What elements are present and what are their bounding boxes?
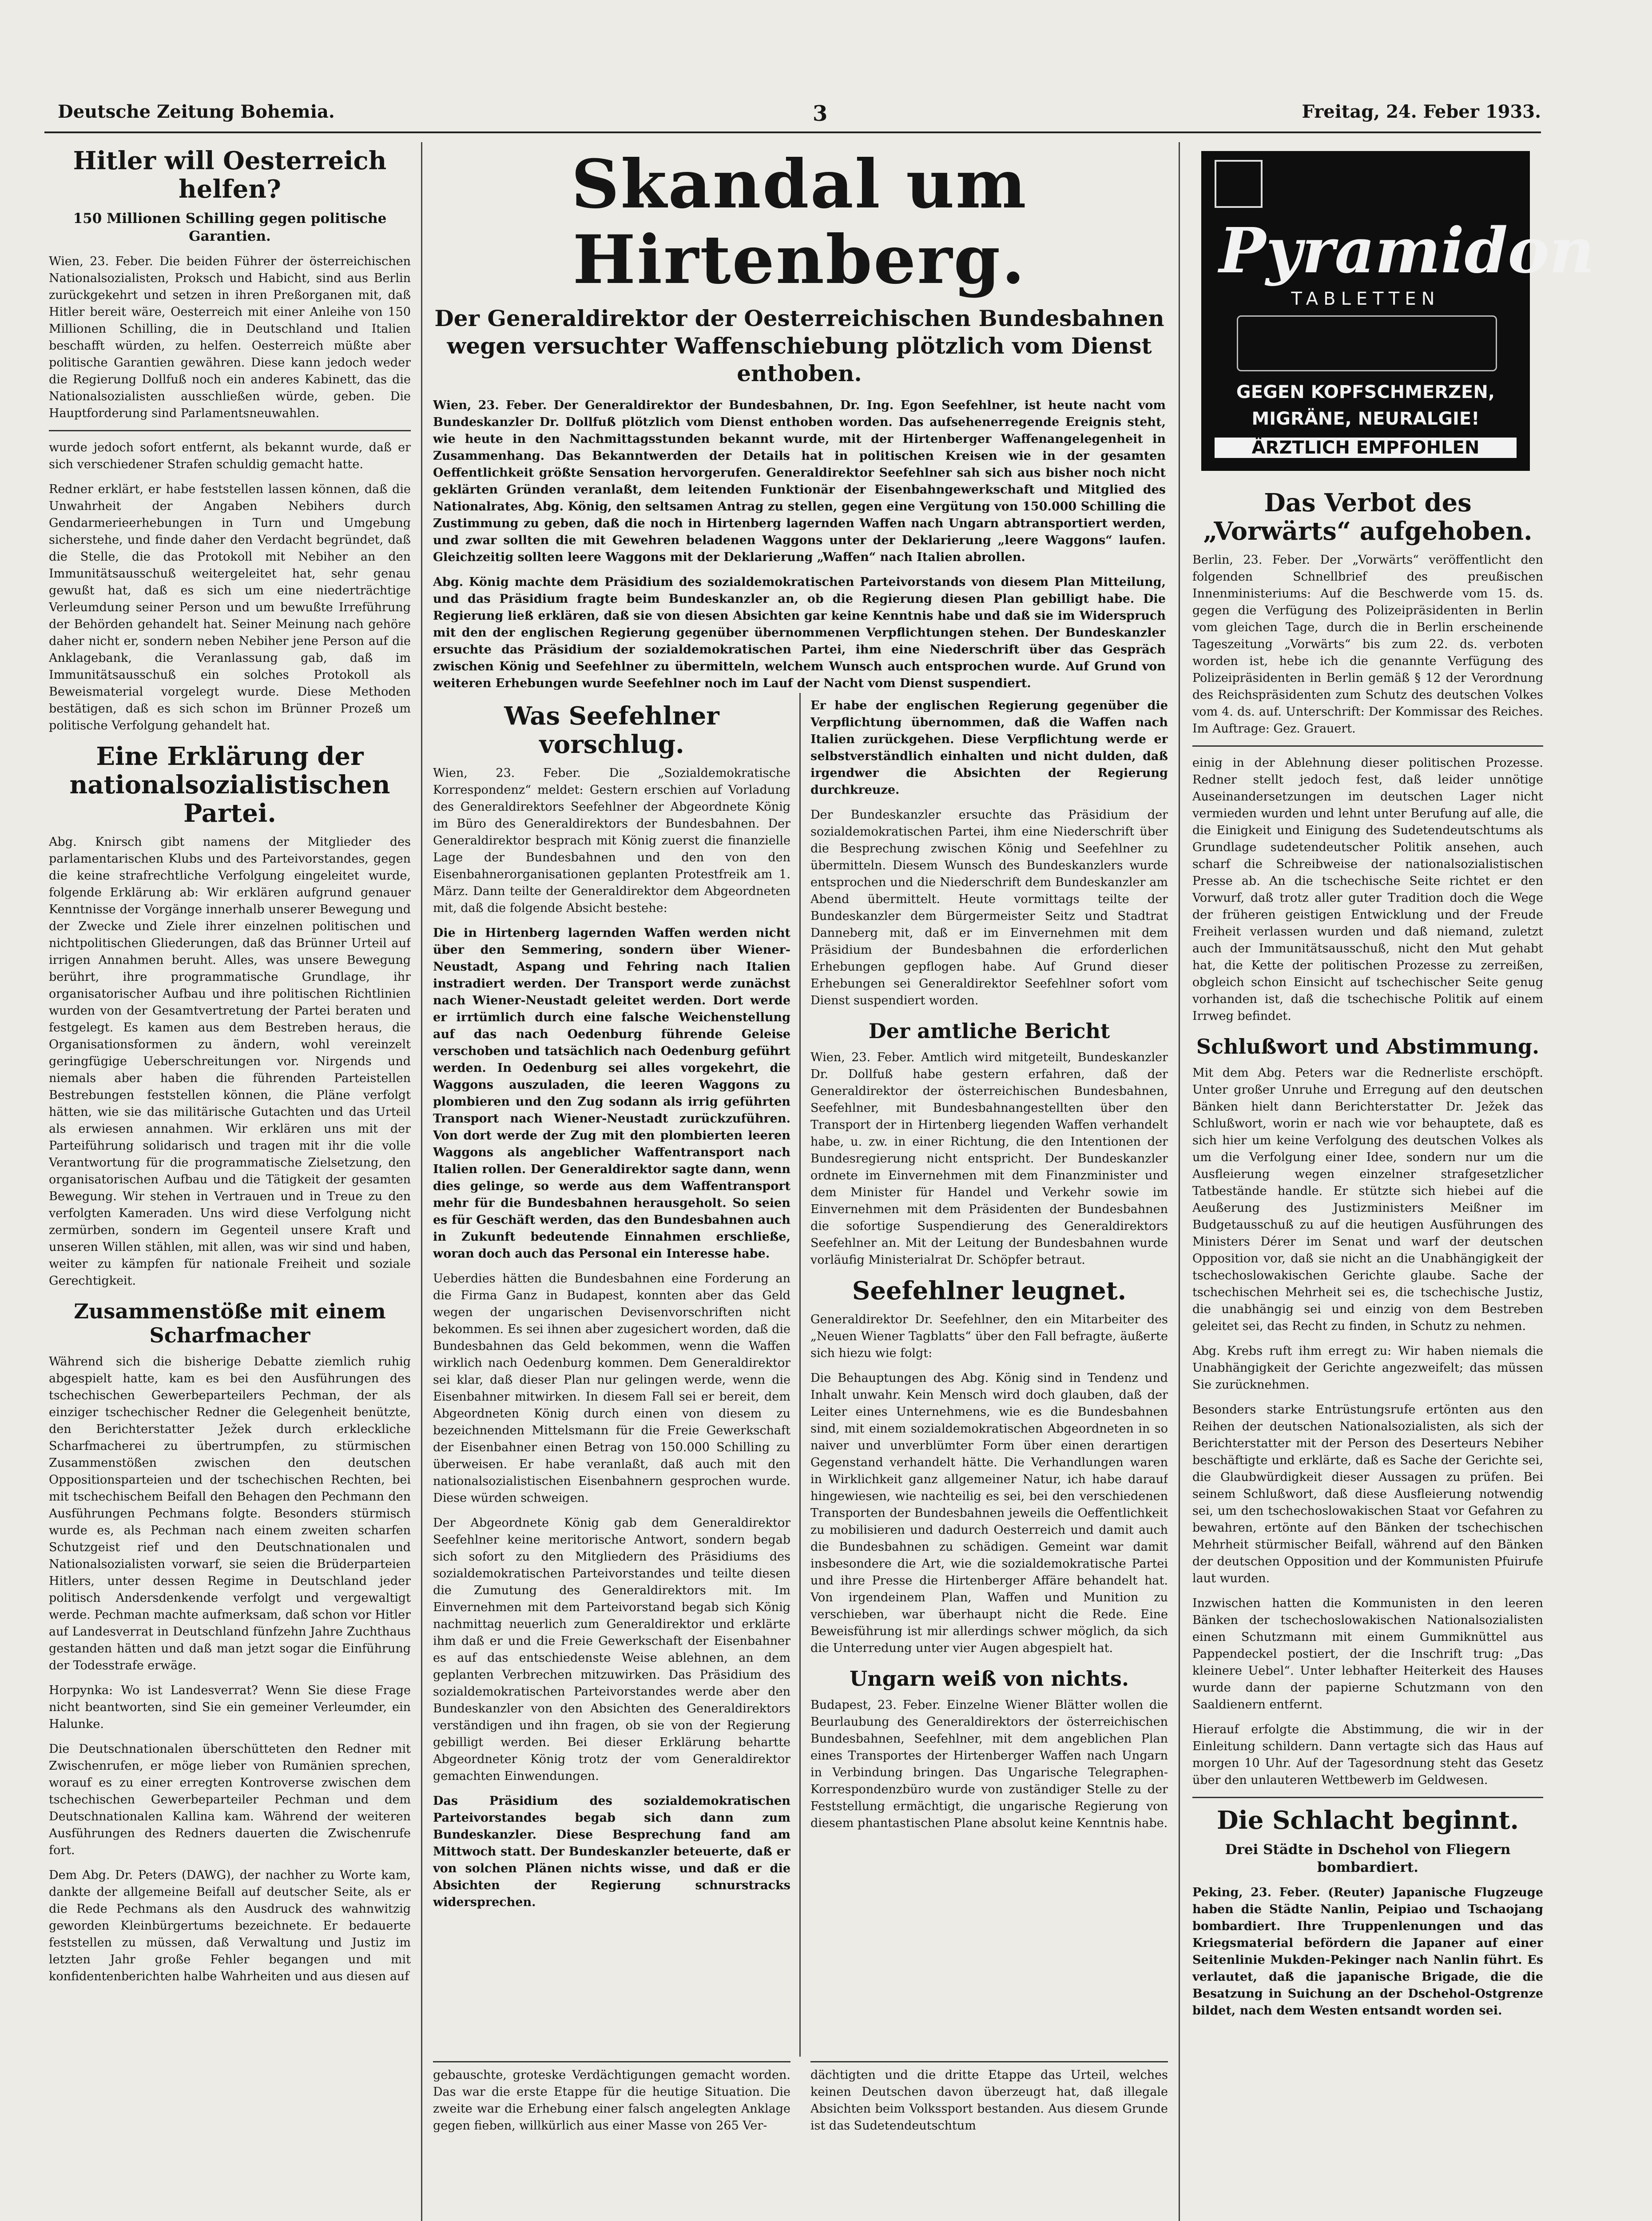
paragraph: Ueberdies hätten die Bundesbahnen eine Forderung an die Firma Ganz in Budapest, konnten aber das Geld wegen der ungarischen Devisenvorschriften nicht bekommen. Es sei ihnen aber zugesichert worden, daß die Bundesbahnen das Geld bekommen, wenn die Waffen wirklich nach Oedenburg kommen. Dem Generaldirektor sei klar, daß dieser Plan nur gelingen werde, wenn die Eisenbahner mitwirken. In diesem Fall sei er bereit, dem Abgeordneten König durch einen von diesem zu bezeichnenden Mittelsmann für die Freie Gewerkschaft der Eisenbahner einen Betrag von 150.000 Schilling zu überweisen. Er habe veranlaßt, daß auch mit den nationalsozialistischen Eisenbahnern gesprochen wurde. Diese würden schweigen.: [433, 1272, 790, 1505]
article-title-amtlich: Der amtliche Bericht: [868, 1019, 1110, 1043]
column-1: [49, 142, 411, 2221]
paragraph: Wien, 23. Feber. Amtlich wird mitgeteilt, Bundeskanzler Dr. Dollfuß habe gestern erfahren, daß der Generaldirektor der österreichischen Bundesbahnen, Seefehlner, mit Bundesbahnangestellten über den Transport der in Hirtenberg liegenden Waffen verhandelt habe, u. zw. in einer Richtung, die den Intentionen der Bundesregierung nicht entspricht. Der Bundeskanzler ordnete im Einvernehmen mit dem Finanzminister und dem Minister für Handel und Verkehr sowie im Einvernehmen mit dem Präsidenten der Bundesbahnen die sofortige Suspendierung des Generaldirektors Seefehlner an. Mit der Leitung der Bundesbahnen wurde vorläufig Ministerialrat Dr. Schöpfer betraut.: [810, 1051, 1168, 1267]
article-title-ungarn: Ungarn weiß von nichts.: [850, 1667, 1129, 1691]
paragraph: Die in Hirtenberg lagernden Waffen werden nicht über den Semmering, sondern über Wiener-Neustadt, Aspang und Fehring nach Italien instradiert werden. Der Transport werde zunächst nach Wiener-Neustadt geleitet werden. Dort werde er irrtümlich durch eine falsche Weichenstellung auf das nach Oedenburg führende Geleise verschoben und tatsächlich nach Oedenburg geführt werden. In Oedenburg sei alles vorgekehrt, die Waggons auszuladen, die leeren Waggons zu plombieren und den Zug sodann als irrig geführten Transport nach Wiener-Neustadt zurückzuführen. Von dort werde der Zug mit den plombierten leeren Waggons als angeblicher Waffentransport nach Italien rollen. Der Generaldirektor sagte dann, wenn dies gelinge, so werde aus dem Waffentransport mehr für die Bundesbahnen herausgeholt. So seien es für Geschäft werden, das den Bundesbahnen auch in Zukunft bedeutende Einnahmen erschließe, woran doch auch das Personal ein Interesse habe.: [433, 926, 790, 1261]
column-2: [433, 697, 790, 2052]
paragraph: Redner erklärt, er habe feststellen lassen können, daß die Unwahrheit der Angaben Nebihers durch Gendarmerieerhebungen in Turn und Umgebung sicherstehe, und finde daher den Verdacht begründet, daß die Stelle, die das Protokoll mit Nebiher an den Immunitätsausschuß weitergeleitet hat, sehr genau gewußt hat, daß es sich um eine niederträchtige Verleumdung seiner Person und um bewußte Irreführung der Behörden gehandelt hat. Seiner Meinung nach gehöre daher nicht er, sondern neben Nebiher jene Person auf die Anklagebank, die Veranlassung gab, daß im Immunitätsausschuß ein solches Protokoll als Beweismaterial vorgelegt wurde. Diese Methoden bestätigen, daß es sich schon im Brünner Prozeß um politische Verfolgung gehandelt hat.: [49, 482, 411, 732]
pyramidon-advertisement: [1201, 151, 1595, 471]
paragraph: Hierauf erfolgte die Abstimmung, die wir in der Einleitung schildern. Dann vertagte sich das Haus auf morgen 10 Uhr. Auf der Tagesordnung steht das Gesetz über den unlauteren Wettbewerb im Geldwesen.: [1192, 1723, 1543, 1787]
divider: [49, 430, 411, 431]
article-title-schlacht: Die Schlacht beginnt.: [1217, 1806, 1519, 1835]
newspaper-name: Deutsche Zeitung Bohemia.: [58, 101, 335, 122]
paragraph: Die Deutschnationalen überschütteten den Redner mit Zwischenrufen, er möge lieber von Rumänien sprechen, worauf es zu einer erregten Kontroverse zwischen dem tschechischen Gewerbeparteiler Pechman und dem Deutschnationalen Kallina kam. Während der weiteren Ausführungen des Redners dauerten die Zwischenrufe fort.: [49, 1742, 411, 1857]
headline-deck: Der Generaldirektor der Oesterreichischen Bundesbahnen wegen versuchter Waffenschiebung plötzlich vom Dienst enthoben.: [434, 305, 1164, 386]
paragraph: Budapest, 23. Feber. Einzelne Wiener Blätter wollen die Beurlaubung des Generaldirektors der österreichischen Bundesbahnen, Seefehlner, mit dem angeblichen Plan eines Transportes der Hirtenberger Waffen nach Ungarn in Verbindung bringen. Das Ungarische Telegraphen-Korrespondenzbüro wurde von zuständiger Stelle zu der Feststellung ermächtigt, die ungarische Regierung von diesem phantastischen Plane absolut keine Kenntnis habe.: [810, 1698, 1168, 1830]
paragraph: Wien, 23. Feber. Der Generaldirektor der Bundesbahnen, Dr. Ing. Egon Seefehlner, ist heute nacht vom Bundeskanzler Dr. Dollfuß plötzlich vom Dienst enthoben worden. Das aufsehenerregende Ereignis steht, wie heute in den Nachmittagsstunden bekannt wurde, mit der Hirtenberger Waffenangelegenheit in Zusammenhang. Das Bekanntwerden der Details hat in politischen Kreisen wie in der gesamten Oeffentlichkeit größte Sensation hervorgerufen. Generaldirektor Seefehlner sah sich aus bisher noch nicht geklärten Gründen veranlaßt, dem leitenden Funktionär der Eisenbahngewerkschaft und Mitglied des Nationalrates, Abg. König, den seltsamen Antrag zu stellen, gegen eine Vergütung von 150.000 Schilling die Zustimmung zu geben, daß die noch in Hirtenberg lagernden Waffen nach Ungarn abtransportiert werden, und zwar sollten die mit Gewehren beladenen Waggons unter der Deklarierung „leere Waggons“ laufen. Gleichzeitig sollten leere Waggons mit der Deklarierung „Waffen“ nach Italien abrollen.: [433, 398, 1166, 564]
paragraph: Inzwischen hatten die Kommunisten in den leeren Bänken der tschechoslowakischen Nationalsozialisten einen Schutzmann mit einem Gummiknüttel aus Pappendeckel postiert, der die Inschrift trug: „Das kleinere Uebel“. Unter lebhafter Heiterkeit des Hauses wurde dann der papierne Schutzmann von den Saaldienern entfernt.: [1192, 1596, 1543, 1712]
article-title-schlusswort: Schlußwort und Abstimmung.: [1196, 1035, 1540, 1059]
paragraph: Die Behauptungen des Abg. König sind in Tendenz und Inhalt unwahr. Kein Mensch wird doch glauben, daß der Leiter eines Unternehmens, wie es die Bundesbahnen sind, mit einem sozialdemokratischen Abgeordneten in so naiver und unverblümter Form über einen derartigen Gegenstand verhandelt hätte. Die Verhandlungen waren in Wirklichkeit ganz allgemeiner Natur, ich habe darauf hingewiesen, wie nachteilig es sei, bei den verschiedenen Transporten der Bundesbahnen jeweils die Oeffentlichkeit zu mobilisieren und dadurch Oesterreich und damit auch die Bundesbahnen zu schädigen. Gemeint war damit insbesondere die Art, wie die sozialdemokratische Partei und ihre Presse die Hirtenberger Affäre behandelt hat. Von irgendeinem Plan, Waffen und Munition zu verschieben, war überhaupt nicht die Rede. Eine Beweisführung ist mir allerdings schwer möglich, da sich die Unterredung unter vier Augen abgespielt hat.: [810, 1371, 1168, 1655]
paragraph: Wien, 23. Feber. Die „Sozialdemokratische Korrespondenz“ meldet: Gestern erschien auf Vorladung des Generaldirektors Seefehlner der Abgeordnete König im Büro des Generaldirektors der Bundesbahnen. Der Generaldirektor besprach mit König zuerst die finanzielle Lage der Bundesbahnen und den von den Eisenbahnerorganisationen geplanten Protestfreik am 1. März. Dann teilte der Generaldirektor dem Abgeordneten mit, daß die folgende Absicht bestehe:: [433, 766, 790, 915]
paragraph: Der Bundeskanzler ersuchte das Präsidium der sozialdemokratischen Partei, ihm eine Niederschrift über die Besprechung zwischen König und Seefehlner zu übermitteln. Diesem Wunsch des Bundeskanzlers wurde entsprochen und die Niederschrift dem Bundeskanzler am Abend übermittelt. Heute vormittags teilte der Bundeskanzler dem Bürgermeister Seitz und Stadtrat Danneberg mit, daß er im Einvernehmen mit dem Präsidium der Bundesbahnen die erforderlichen Erhebungen gepflogen habe. Auf Grund dieser Erhebungen sei Generaldirektor Seefehlner sofort vom Dienst suspendiert worden.: [810, 808, 1168, 1007]
paragraph: einig in der Ablehnung dieser politischen Prozesse. Redner stellt jedoch fest, daß leider unnötige Auseinandersetzungen im deutschen Lager nicht vermieden wurden und lehnt unter Berufung auf alle, die die Einigkeit und Einigung des Sudetendeutschtums als Grundlage sudetendeutscher Politik ansehen, auch scharf die Schreibweise der nationalsozialistischen Presse ab. An die tschechische Seite richtet er den Vorwurf, daß trotz aller guter Tradition doch die Wege der früheren geistigen Entwicklung und der Freude Freiheit verlassen wurden und daß niemand, zuletzt auch der Immunitätsausschuß, nicht den Mut gehabt hat, die Kette der politischen Prozesse zu zerreißen, obgleich schon Einsicht auf tschechischer Seite genug vorhanden ist, daß die tschechische Politik auf einem Irrweg befindet.: [1192, 756, 1543, 1023]
page-header: [58, 101, 1541, 128]
paragraph: wurde jedoch sofort entfernt, als bekannt wurde, daß er sich verschiedener Strafen schuldig gemacht hatte.: [49, 441, 411, 471]
column-3: [810, 697, 1168, 2052]
paragraph: Generaldirektor Dr. Seefehlner, den ein Mitarbeiter des „Neuen Wiener Tagblatts“ über den Fall befragte, äußerte sich hiezu wie folgt:: [810, 1313, 1168, 1360]
ad-line-2: MIGRÄNE, NEURALGIE!: [1251, 409, 1480, 429]
paragraph: Besonders starke Entrüstungsrufe ertönten aus den Reihen der deutschen Nationalsozialisten, als sich der Berichterstatter mit der Person des Deserteurs Nebiher beschäftigte und erklärte, daß es Sache der Gerichte sei, die Glaubwürdigkeit dieser Aussagen zu prüfen. Bei seinem Schlußwort, daß diese Ausfleierung notwendig sei, um den tschechoslowakischen Staat vor Gefahren zu bewahren, ertönte auf den Bänken der tschechischen Mehrheit stürmischer Beifall, während auf den Bänken der deutschen Opposition und der Kommunisten Pfuirufe laut wurden.: [1192, 1403, 1543, 1585]
issue-date: Freitag, 24. Feber 1933.: [1302, 101, 1541, 122]
column-rule-1: [421, 142, 422, 2221]
brand-logo-icon: [1215, 160, 1263, 208]
paragraph: Dem Abg. Dr. Peters (DAWG), der nachher zu Worte kam, dankte der allgemeine Beifall auf deutscher Seite, als er die Rede Pechmans als den Ausdruck des wahnwitzig geworden Kleinbürgertums bezeichnete. Er bedauerte feststellen zu müssen, daß Verwaltung und Justiz im letzten Jahr große Fehler begangen und mit konfidentenberichten halbe Wahrheiten und aus diesen auf: [49, 1868, 411, 1983]
paragraph: Horpynka: Wo ist Landesverrat? Wenn Sie diese Frage nicht beantworten, sind Sie ein gemeiner Verleumder, ein Halunke.: [49, 1684, 411, 1731]
article-title-erklaerung: Eine Erklärung der nationalsozialistischen Partei.: [69, 742, 390, 828]
paragraph: Wien, 23. Feber. Die beiden Führer der österreichischen Nationalsozialisten, Proksch und Habicht, sind aus Berlin zurückgekehrt und setzen in ihren Preßorganen mit, daß Hitler bereit wäre, Oesterreich mit einer Anleihe von 150 Millionen Schilling, die in Deutschland und Italien beschafft würden, zu helfen. Oesterreich müßte aber politische Garantien gewähren. Diese kann jedoch weder die Regierung Dollfuß noch ein anderes Kabinett, das die Nationalsozialisten ausschließen würde, geben. Die Hauptforderung sind Parlamentsneuwahlen.: [49, 255, 411, 420]
headline-skandal: Skandal um Hirtenberg.: [571, 145, 1028, 299]
paragraph: Er habe der englischen Regierung gegenüber die Verpflichtung übernommen, daß die Waffen nach Italien zurückgehen. Diese Verpflichtung werde er selbstverständlich einhalten und nicht dulden, daß irgendwer die Absichten der Regierung durchkreuze.: [810, 699, 1168, 797]
tablet-package-icon: [1237, 315, 1497, 371]
column-4: [1192, 484, 1543, 2221]
article-title-hitler: Hitler will Oesterreich helfen?: [73, 146, 387, 204]
paragraph: Mit dem Abg. Peters war die Rednerliste erschöpft. Unter großer Unruhe und Erregung auf den deutschen Bänken hielt dann Berichterstatter Dr. Ježek das Schlußwort, worin er nach wie vor behauptete, daß es sich hier um keine Verfolgung des deutschen Volkes als um die Verfolgung einer Idee, sondern nur um die Ausfleierung wegen einzelner strafgesetzlicher Tatbestände handle. Er stützte sich hiebei auf die Aeußerung des Justizministers Meißner im Budgetausschuß zu auf die heutigen Ausführungen des Ministers Dérer im Senat und warf der deutschen Opposition vor, daß sie nicht an die Unabhängigkeit der tschechoslowakischen Gerichte glaube. Sache der tschechischen Mehrheit sei es, die tschechische Justiz, die unabhängig sei und einzig von dem Bestreben geleitet sei, das Recht zu finden, in Schutz zu nehmen.: [1192, 1066, 1543, 1333]
lead-story: [433, 142, 1166, 697]
article-title-leugnet: Seefehlner leugnet.: [852, 1276, 1127, 1306]
ad-subtitle: TABLETTEN: [1291, 289, 1440, 309]
continuation-right: [810, 2061, 1168, 2221]
ad-line-1: GEGEN KOPFSCHMERZEN,: [1236, 382, 1495, 402]
divider: [1192, 1797, 1543, 1798]
header-rule: [44, 131, 1541, 133]
paragraph: Abg. König machte dem Präsidium des sozialdemokratischen Parteivorstands von diesem Plan Mitteilung, und das Präsidium fragte beim Bundeskanzler an, ob die Regierung diesen Plan gebilligt habe. Die Regierung ließ erklären, daß sie von diesen Absichten gar keine Kenntnis habe und daß sie im Widerspruch mit den der englischen Regierung gegenüber übernommenen Verpflichtungen stehen. Der Bundeskanzler ersuchte das Präsidium der sozialdemokratischen Partei, ihm eine Niederschrift über das Gespräch zwischen König und Seefehlner zu übermitteln, welchem Wunsch auch entsprochen wurde. Auf Grund von weiteren Erhebungen wurde Seefehlner noch im Lauf der Nacht vom Dienst suspendiert.: [433, 575, 1166, 690]
paragraph: gebauschte, groteske Verdächtigungen gemacht worden. Das war die erste Etappe für die heutige Situation. Die zweite war die Erhebung einer falsch angelegten Anklage gegen fieben, willkürlich aus einer Masse von 265 Ver-: [433, 2068, 790, 2133]
article-title-vorwaerts: Das Verbot des „Vorwärts“ aufgehoben.: [1203, 488, 1533, 546]
paragraph: Peking, 23. Feber. (Reuter) Japanische Flugzeuge haben die Städte Nanlin, Peipiao und Tschaojang bombardiert. Ihre Truppenlenungen und das Kriegsmaterial befördern die Japaner auf einer Seitenlinie Mukden-Pekinger nach Nanlin führt. Es verlautet, daß die japanische Brigade, die die Besatzung in Suichung an der Dschehol-Ostgrenze bildet, nach dem Westen entsandt worden sei.: [1192, 1886, 1543, 2018]
paragraph: Berlin, 23. Feber. Der „Vorwärts“ veröffentlicht den folgenden Schnellbrief des preußischen Innenministeriums: Auf die Beschwerde vom 15. ds. gegen die Verfügung des Polizeipräsidenten in Berlin vom gleichen Tage, durch die in Berlin erscheinende Tageszeitung „Vorwärts“ bis zum 22. ds. verboten worden ist, hebe ich die genannte Verfügung des Polizeipräsidenten in Berlin gemäß § 12 der Verordnung des Reichspräsidenten zum Schutz des deutschen Volkes vom 4. ds. auf. Unterschrift: Der Kommissar des Reiches. Im Auftrage: Gez. Grauert.: [1192, 553, 1543, 736]
divider: [1192, 745, 1543, 747]
paragraph: Während sich die bisherige Debatte ziemlich ruhig abgespielt hatte, kam es bei den Ausführungen des tschechischen Gewerbeparteilers Pechman, der als einziger tschechischer Redner die Gelegenheit benützte, den Berichterstatter Ježek durch erkleckliche Scharfmacherei zu übertrumpfen, zu stürmischen Zusammenstößen zwischen den deutschen Oppositionsparteien und der tschechischen Rechten, bei mit tschechischem Beifall den Behagen den Pechmann den Ausführungen Pechmans folgte. Besonders stürmisch wurde es, als Pechman nach einem zweiten scharfen Schutzgeist rief und den Deutschnationalen und Nationalsozialisten vorwarf, sie seien die Brüderparteien Hitlers, unter dessen Regime in Deutschland jeder politisch Andersdenkende verfolgt und vergewaltigt werde. Pechman machte aufmerksam, daß schon vor Hitler auf Landesverrat in Deutschland fünfzehn Jahre Zuchthaus gestanden hätten und daß man jetzt sogar die Einführung der Todesstrafe erwäge.: [49, 1355, 411, 1672]
column-rule-3: [1179, 142, 1180, 2221]
article-title-vorschlug: Was Seefehlner vorschlug.: [504, 701, 719, 759]
paragraph: Abg. Knirsch gibt namens der Mitglieder des parlamentarischen Klubs und des Parteivorstandes, gegen die keine strafrechtliche Verfolgung eingeleitet wurde, folgende Erklärung ab: Wir erklären aufgrund genauer Kenntnisse der Vorgänge innerhalb unserer Bewegung und der Zwecke und Ziele ihrer einzelnen politischen und nichtpolitischen Gliederungen, daß das Brünner Urteil auf irrigen Annahmen beruht. Alles, was unsere Bewegung berührt, ihre programmatische Grundlage, ihr organisatorischer Aufbau und ihre politischen Richtlinien wurden von der Gesamtvertretung der Partei beraten und festgelegt. Es kamen aus dem Bestreben heraus, die Organisationsformen zu ändern, wohl vereinzelt geringfügige Ueberschreitungen vor. Nirgends und niemals aber haben die führenden Parteistellen Bestrebungen feststellen können, die Pläne verfolgt hätten, wie sie das militärische Gutachten und das Urteil als erwiesen annahmen. Wir erklären uns mit der Parteiführung solidarisch und tragen mit ihr die volle Verantwortung für die programmatische Zielsetzung, den organisatorischen Aufbau und die Tätigkeit der gesamten Bewegung. Wir stehen in Vertrauen und in Treue zu den verfolgten Kameraden. Uns wird diese Verfolgung nicht zermürben, sondern im Gegenteil unsere Kraft und unseren Willen stählen, mit allen, was wir sind und haben, weiter zu kämpfen für nationale Freiheit und soziale Gerechtigkeit.: [49, 835, 411, 1288]
column-rule-2: [799, 693, 801, 2057]
continuation-left: [433, 2061, 790, 2221]
ad-brand: Pyramidon: [1219, 215, 1595, 287]
paragraph: dächtigten und die dritte Etappe das Urteil, welches keinen Deutschen davon überzeugt hat, daß illegale Absichten beim Volkssport bestanden. Aus diesem Grunde ist das Sudetendeutschtum: [810, 2068, 1168, 2133]
ad-line-3: ÄRZTLICH EMPFOHLEN: [1215, 438, 1517, 458]
paragraph: Der Abgeordnete König gab dem Generaldirektor Seefehlner keine meritorische Antwort, sondern begab sich sofort zu den Mitgliedern des Präsidiums des sozialdemokratischen Parteivorstandes und teilte diesen die Zumutung des Generaldirektors mit. Im Einvernehmen mit dem Parteivorstand begab sich König nachmittag neuerlich zum Generaldirektor und erklärte ihm daß er und die Freie Gewerkschaft der Eisenbahner es auf das entschiedenste Weise ablehnen, an dem geplanten Verbrechen mitzuwirken. Das Präsidium des sozialdemokratischen Parteivorstandes werde aber den Bundeskanzler von den Absichten des Generaldirektors verständigen und ihn fragen, ob sie von der Regierung gebilligt werden. Bei dieser Erklärung behartte Abgeordneter König trotz der vom Generaldirektor gemachten Einwendungen.: [433, 1516, 790, 1783]
paragraph: Abg. Krebs ruft ihm erregt zu: Wir haben niemals die Unabhängigkeit der Gerichte angezweifelt; das müssen Sie zurücknehmen.: [1192, 1344, 1543, 1392]
article-title-zusammenstoesse: Zusammenstöße mit einem Scharfmacher: [74, 1299, 386, 1347]
article-subtitle-schlacht: Drei Städte in Dschehol von Fliegern bombardiert.: [1225, 1842, 1511, 1875]
page-number: 3: [813, 101, 828, 126]
article-subtitle-hitler: 150 Millionen Schilling gegen politische Garantien.: [73, 211, 387, 244]
paragraph: Das Präsidium des sozialdemokratischen Parteivorstandes begab sich dann zum Bundeskanzler. Diese Besprechung fand am Mittwoch statt. Der Bundeskanzler beteuerte, daß er von solchen Plänen nichts wisse, und daß er die Absichten der Regierung schnurstracks widersprechen.: [433, 1794, 790, 1909]
